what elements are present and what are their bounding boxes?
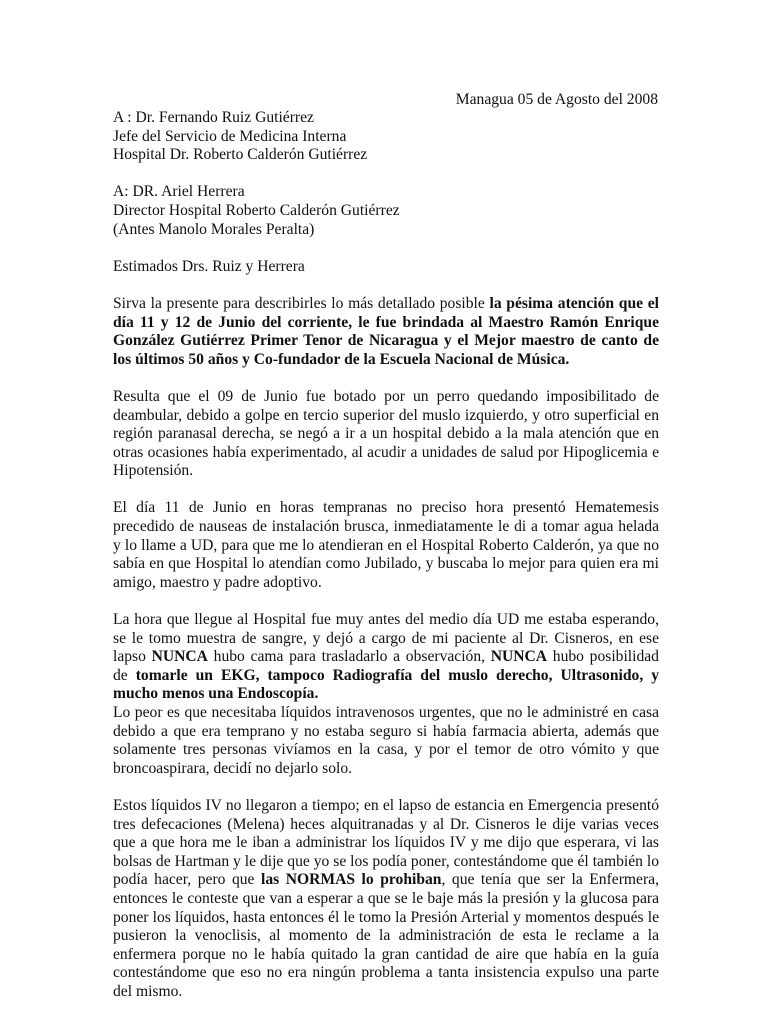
recipient-2-name: A: DR. Ariel Herrera [113, 183, 245, 201]
paragraph-6-bold-1: las NORMAS lo prohiban [261, 871, 442, 889]
letter-date: Managua 05 de Agosto del 2008 [455, 91, 658, 108]
recipient-block-1 [113, 109, 659, 165]
recipient-1-title: Jefe del Servicio de Medicina Interna [113, 127, 347, 145]
paragraph-4-bold-2: NUNCA [490, 648, 548, 666]
recipient-1-name: A : Dr. Fernando Ruiz Gutiérrez [113, 109, 314, 126]
paragraph-4 [113, 611, 659, 704]
paragraph-1-bold: la pésima atención que el día 11 y 12 de Junio del corriente, le fue brindada al Maestro Ramón Enrique González Gutiérrez Primer Tenor de Nicaragua y el Mejor maestro de canto de los últimos 50 años y Co-fundador de la Escuela Nacional de Música. [113, 294, 659, 368]
paragraph-4-text-2: hubo cama para trasladarlo a observación, [207, 648, 491, 666]
recipient-block-2 [113, 183, 659, 239]
letter-body [113, 109, 659, 1020]
paragraph-5: Lo peor es que necesitaba líquidos intravenosos urgentes, que no le administré en casa debido a que era temprano y no estaba seguro si había farmacia abierta, además que solamente tres personas vivíamos en la casa, y por el temor de otro vómito y que broncoaspirara, decidí no dejarlo solo. [113, 704, 659, 777]
paragraph-6-text-2: , que tenía que ser la Enfermera, entonces le conteste que van a esperar a que se le baje más la presión y la glucosa para poner los líquidos, hasta entonces él le tomo la Presión Arterial y momentos después le pusieron la venoclisis, al momento de la administración de esta le reclame a la enfermera porque no le había quitado la gran cantidad de aire que había en la guía contestándome que eso no era ningún problema a tanta insistencia expulso una parte del mismo. [113, 871, 659, 1000]
paragraph-1-intro: Sirva la presente para describirles lo más detallado posible [113, 294, 490, 312]
paragraph-3: El día 11 de Junio en horas tempranas no preciso hora presentó Hematemesis precedido de nauseas de instalación brusca, inmediatamente le di a tomar agua helada y lo llame a UD, para que me lo atendieran en el Hospital Roberto Calderón, ya que no sabía en que Hospital lo atendían como Jubilado, y buscaba lo mejor para quien era mi amigo, maestro y padre adoptivo. [113, 499, 659, 591]
recipient-2-title: Director Hospital Roberto Calderón Gutiérrez [113, 201, 400, 219]
paragraph-4-bold-3: tomarle un EKG, tampoco Radiografía del muslo derecho, Ultrasonido, y mucho menos una Endoscopía. [113, 666, 659, 703]
paragraph-6-text-1: Estos líquidos IV no llegaron a tiempo; en el lapso de estancia en Emergencia presentó tres defecaciones (Melena) heces alquitranadas y al Dr. Cisneros le dije varias veces que a que hora me le iban a administrar los líquidos IV y me dijo que esperara, vi las bolsas de Hartman y le dije que yo se los podía poner, contestándome que él también lo podía hacer, pero que [113, 796, 659, 889]
paragraph-2: Resulta que el 09 de Junio fue botado por un perro quedando imposibilitado de deambular, debido a golpe en tercio superior del muslo izquierdo, y otro superficial en región paranasal derecha, se negó a ir a un hospital debido a la mala atención que en otras ocasiones había experimentado, al acudir a unidades de salud por Hipoglicemia e Hipotensión. [113, 387, 659, 480]
paragraph-4-text-1: La hora que llegue al Hospital fue muy antes del medio día UD me estaba esperando, se le tomo muestra de sangre, y dejó a cargo de mi paciente al Dr. Cisneros, en ese lapso [113, 611, 659, 666]
paragraph-4-text-3: hubo posibilidad de [113, 648, 659, 684]
recipient-1-institution: Hospital Dr. Roberto Calderón Gutiérrez [113, 146, 368, 164]
paragraph-4-bold-1: NUNCA [151, 648, 208, 666]
paragraph-1 [113, 295, 659, 369]
salutation: Estimados Drs. Ruiz y Herrera [113, 257, 305, 275]
paragraph-6 [113, 797, 659, 1002]
recipient-2-note: (Antes Manolo Morales Peralta) [113, 220, 315, 238]
